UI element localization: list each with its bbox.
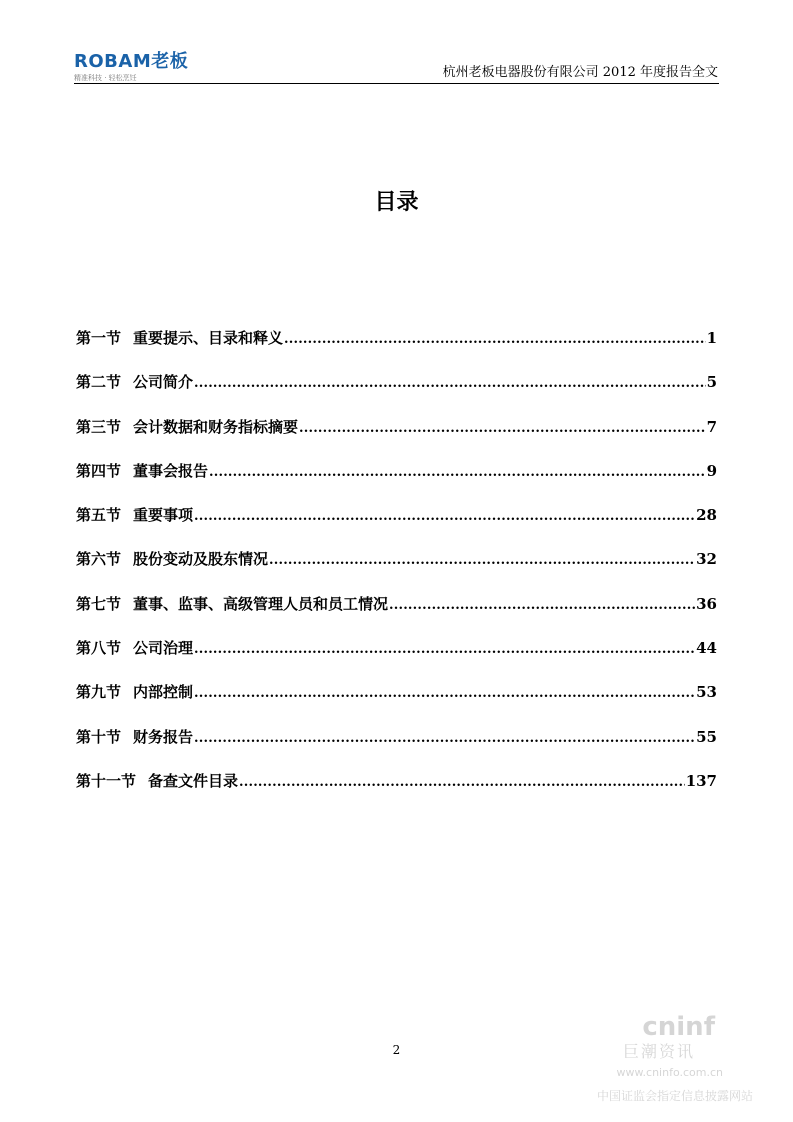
toc-page-number: 1: [706, 329, 717, 347]
toc-entry[interactable]: [76, 413, 717, 457]
toc-section-title: 备查文件目录: [148, 771, 239, 790]
table-of-contents: [76, 324, 717, 811]
toc-dot-leader: [269, 547, 695, 575]
page-title: 目录: [374, 190, 419, 215]
toc-page-number: 28: [696, 506, 717, 525]
cninfo-watermark: [553, 1012, 753, 1112]
toc-dot-leader: [194, 503, 695, 531]
toc-section-number: 第四节: [76, 461, 122, 480]
watermark-brand: cninf: [642, 1012, 715, 1042]
page-number: 2: [392, 1043, 401, 1057]
toc-dot-leader: [194, 370, 706, 398]
toc-page-number: 137: [685, 771, 717, 790]
toc-entry[interactable]: [76, 368, 717, 412]
watermark-cn-name: 巨潮资讯: [622, 1042, 695, 1061]
toc-section-number: 第九节: [76, 683, 122, 702]
toc-entry[interactable]: [76, 501, 717, 545]
toc-page-number: 44: [696, 639, 717, 658]
toc-section-title: 公司简介: [133, 373, 194, 392]
header-divider: [74, 83, 719, 84]
toc-entry[interactable]: [76, 590, 717, 634]
toc-page-number: 53: [696, 683, 717, 702]
toc-section-number: 第五节: [76, 506, 122, 525]
toc-page-number: 55: [696, 727, 717, 746]
toc-section-title: 财务报告: [133, 727, 194, 746]
toc-section-title: 内部控制: [133, 683, 194, 702]
company-logo: [74, 52, 188, 83]
toc-page-number: 32: [696, 550, 717, 569]
toc-dot-leader: [389, 592, 695, 620]
toc-section-number: 第六节: [76, 550, 122, 569]
toc-entry[interactable]: [76, 545, 717, 589]
toc-dot-leader: [209, 459, 706, 487]
toc-section-title: 重要事项: [133, 506, 194, 525]
toc-section-title: 董事、监事、高级管理人员和员工情况: [133, 594, 389, 613]
toc-section-number: 第三节: [76, 417, 122, 436]
toc-section-title: 董事会报告: [133, 461, 209, 480]
toc-section-number: 第七节: [76, 594, 122, 613]
toc-page-number: 36: [696, 594, 717, 613]
toc-page-number: 9: [706, 461, 717, 480]
toc-entry[interactable]: [76, 723, 717, 767]
toc-section-title: 公司治理: [133, 639, 194, 658]
toc-section-number: 第十节: [76, 727, 122, 746]
toc-section-title: 股份变动及股东情况: [133, 550, 269, 569]
toc-dot-leader: [299, 415, 706, 443]
toc-page-number: 5: [706, 373, 717, 392]
toc-dot-leader: [239, 769, 685, 797]
logo-brand: ROBAM老板: [74, 51, 189, 72]
toc-dot-leader: [194, 680, 695, 708]
toc-dot-leader: [194, 636, 695, 664]
toc-section-title: 重要提示、目录和释义: [133, 329, 284, 347]
watermark-description: 中国证监会指定信息披露网站: [596, 1089, 753, 1103]
toc-dot-leader: [284, 326, 706, 354]
toc-entry[interactable]: [76, 324, 717, 368]
toc-section-title: 会计数据和财务指标摘要: [133, 417, 299, 436]
toc-section-number: 第二节: [76, 373, 122, 392]
toc-section-number: 第八节: [76, 639, 122, 658]
logo-tagline: 精准科技 · 轻松烹饪: [74, 74, 137, 82]
toc-dot-leader: [194, 725, 695, 753]
toc-entry[interactable]: [76, 767, 717, 811]
watermark-url: www.cninfo.com.cn: [616, 1066, 723, 1079]
toc-section-number: 第十一节: [76, 771, 137, 790]
header-title: 杭州老板电器股份有限公司 2012 年度报告全文: [442, 65, 718, 80]
toc-entry[interactable]: [76, 457, 717, 501]
toc-entry[interactable]: [76, 678, 717, 722]
toc-section-number: 第一节: [76, 329, 122, 347]
toc-entry[interactable]: [76, 634, 717, 678]
toc-page-number: 7: [706, 417, 717, 436]
